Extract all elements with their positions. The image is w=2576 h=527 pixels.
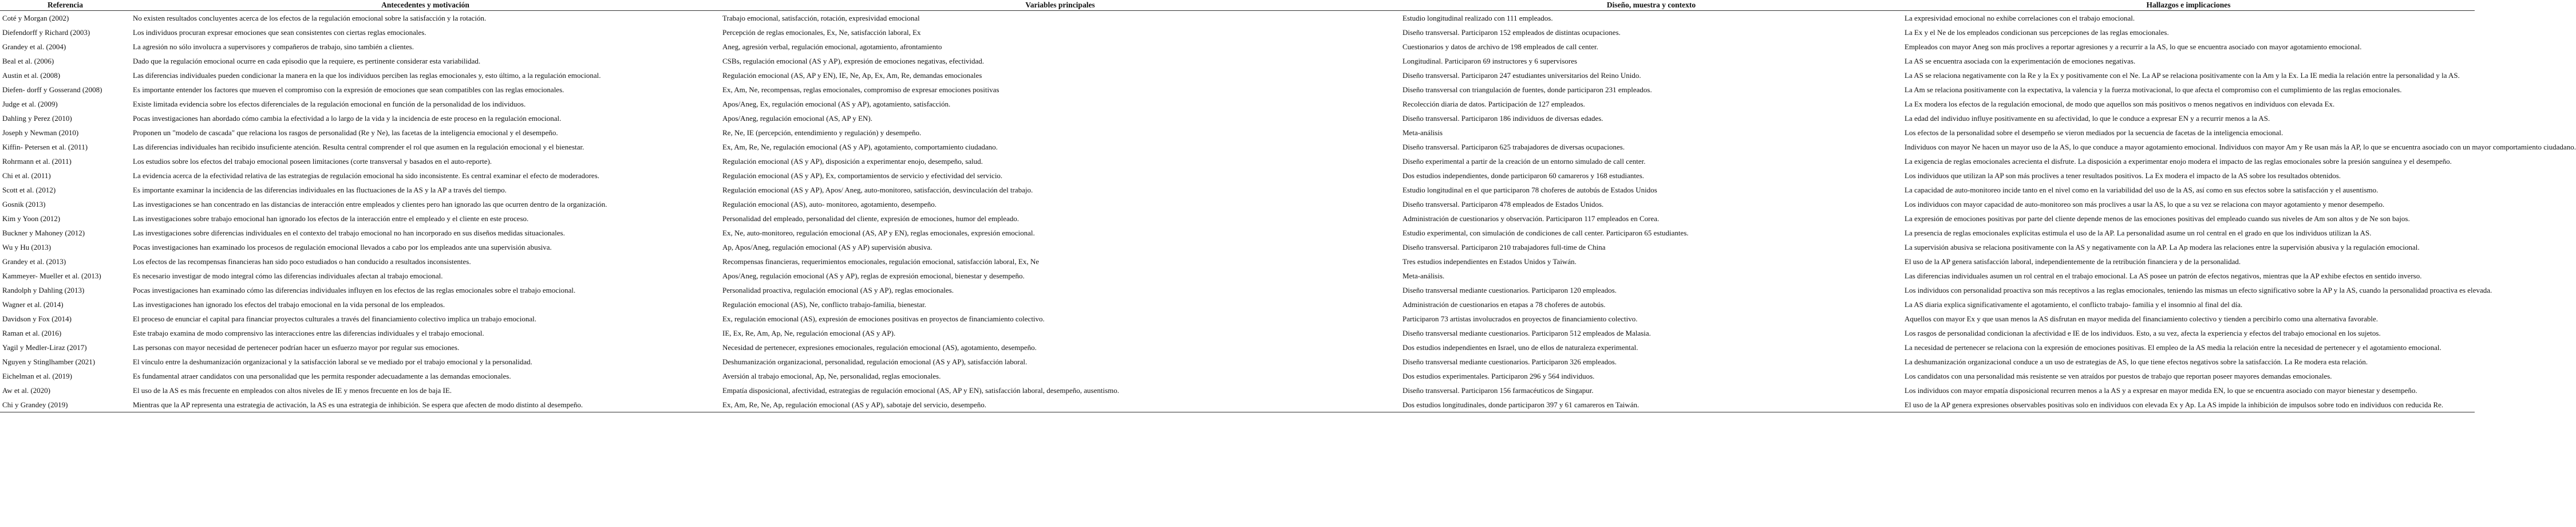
cell-diseno: Diseño transversal. Participaron 478 empleados de Estados Unidos. xyxy=(1402,200,1604,209)
cell-referencia: Kiffin- Petersen et al. (2011) xyxy=(2,143,88,151)
table-row xyxy=(0,240,2475,254)
table-row xyxy=(0,383,2475,398)
cell-referencia: Davidson y Fox (2014) xyxy=(2,314,72,323)
table-row xyxy=(0,269,2475,283)
cell-diseno: Dos estudios experimentales. Participaron 296 y 564 individuos. xyxy=(1402,372,1595,380)
cell-variables: Apos/Aneg, Ex, regulación emocional (AS y AP), agotamiento, satisfacción. xyxy=(722,100,951,108)
table-body xyxy=(0,11,2576,412)
cell-variables: Deshumanización organizacional, personalidad, regulación emocional (AS y AP), satisfacción laboral. xyxy=(722,357,1028,366)
cell-diseno: Diseño transversal. Participaron 247 estudiantes universitarios del Reino Unido. xyxy=(1402,71,1641,80)
cell-variables: Aversión al trabajo emocional, Ap, Ne, personalidad, reglas emocionales. xyxy=(722,372,941,380)
cell-hallazgos: La edad del individuo influye positivamente en su afectividad, lo que le conduce a expresar EN y a recurrir menos a la AS. xyxy=(1905,114,2270,123)
cell-variables: Apos/Aneg, regulación emocional (AS y AP), reglas de expresión emocional, bienestar y desempeño. xyxy=(722,272,1025,280)
cell-antecedentes: Las diferencias individuales han recibido insuficiente atención. Resulta central comprender el rol que asumen en la regulación emocional y el bienestar. xyxy=(133,143,584,151)
cell-hallazgos: La AS diaria explica significativamente el agotamiento, el conflicto trabajo- familia y el insomnio al final del día. xyxy=(1905,300,2243,309)
table-row xyxy=(0,312,2475,326)
cell-hallazgos: La supervisión abusiva se relaciona positivamente con la AS y negativamente con la AP. La Ap modera las relaciones entre la supervisión abusiva y la regulación emocional. xyxy=(1905,243,2420,251)
cell-antecedentes: El uso de la AS es más frecuente en empleados con altos niveles de IE y menos frecuente en los de baja IE. xyxy=(133,386,452,395)
cell-hallazgos: La expresión de emociones positivas por parte del cliente depende menos de las emociones positivas del empleado cuando sus niveles de Am son altos y de Ne son bajos. xyxy=(1905,214,2410,223)
cell-referencia: Randolph y Dahling (2013) xyxy=(2,286,85,294)
cell-diseno: Diseño transversal. Participaron 156 farmacéuticos de Singapur. xyxy=(1402,386,1594,395)
cell-antecedentes: Las investigaciones sobre diferencias individuales en el contexto del trabajo emocional no han incorporado en sus diseños medidas situacionales. xyxy=(133,229,565,237)
cell-antecedentes: Los estudios sobre los efectos del trabajo emocional poseen limitaciones (corte transversal y basados en el auto-reporte). xyxy=(133,157,492,166)
header-referencia: Referencia xyxy=(0,0,131,11)
cell-antecedentes: Las investigaciones se han concentrado en las distancias de interacción entre empleados y clientes pero han ignorado las que ocurren dentro de la organización. xyxy=(133,200,607,209)
cell-variables: Ex, Am, Re, Ne, regulación emocional (AS y AP), agotamiento, comportamiento ciudadano. xyxy=(722,143,998,151)
table-row xyxy=(0,211,2475,226)
table-row xyxy=(0,125,2475,140)
cell-diseno: Diseño transversal. Participaron 625 trabajadores de diversas ocupaciones. xyxy=(1402,143,1625,151)
cell-hallazgos: Los candidatos con una personalidad más resistente se ven atraídos por puestos de trabajo que reportan poseer mayores demandas emocionales. xyxy=(1905,372,2332,380)
cell-variables: Re, Ne, IE (percepción, entendimiento y regulación) y desempeño. xyxy=(722,128,922,137)
cell-antecedentes: La evidencia acerca de la efectividad relativa de las estrategias de regulación emocional ha sido inconsistente. Es central examinar el efecto de moderadores. xyxy=(133,171,600,180)
cell-diseno: Diseño transversal. Participaron 186 individuos de diversas edades. xyxy=(1402,114,1603,123)
header-antecedentes: Antecedentes y motivación xyxy=(131,0,720,11)
cell-referencia: Eichelman et al. (2019) xyxy=(2,372,73,380)
cell-diseno: Diseño transversal con triangulación de fuentes, donde participaron 231 empleados. xyxy=(1402,85,1652,94)
cell-referencia: Rohrmann et al. (2011) xyxy=(2,157,72,166)
cell-hallazgos: El uso de la AP genera satisfacción laboral, independientemente de la retribución financiera y de la personalidad. xyxy=(1905,257,2241,266)
cell-hallazgos: Los rasgos de personalidad condicionan la afectividad e IE de los individuos. Esto, a su vez, afecta la experiencia y efectos del trabajo emocional en los sujetos. xyxy=(1905,329,2381,337)
header-hallazgos: Hallazgos e implicaciones xyxy=(1902,0,2475,11)
cell-referencia: Beal et al. (2006) xyxy=(2,57,54,65)
cell-antecedentes: La agresión no sólo involucra a supervisores y compañeros de trabajo, sino también a clientes. xyxy=(133,42,414,51)
cell-antecedentes: Los efectos de las recompensas financieras han sido poco estudiados o han conducido a resultados inconsistentes. xyxy=(133,257,471,266)
cell-hallazgos: La AS se encuentra asociada con la experimentación de emociones negativas. xyxy=(1905,57,2136,65)
cell-hallazgos: La presencia de reglas emocionales explícitas estimula el uso de la AP. La personalidad asume un rol central en el grado en que los individuos utilizan la AS. xyxy=(1905,229,2372,237)
cell-variables: Ex, Am, Ne, recompensas, reglas emocionales, compromiso de expresar emociones positivas xyxy=(722,85,999,94)
cell-referencia: Coté y Morgan (2002) xyxy=(2,14,69,22)
cell-variables: Aneg, agresión verbal, regulación emocional, agotamiento, afrontamiento xyxy=(722,42,942,51)
cell-diseno: Estudio longitudinal realizado con 111 empleados. xyxy=(1402,14,1553,22)
cell-hallazgos: La Ex y el Ne de los empleados condicionan sus percepciones de las reglas emocionales. xyxy=(1905,28,2169,37)
cell-diseno: Tres estudios independientes en Estados Unidos y Taiwán. xyxy=(1402,257,1577,266)
cell-referencia: Yagil y Medler-Liraz (2017) xyxy=(2,343,87,352)
cell-diseno: Dos estudios independientes en Israel, uno de ellos de naturaleza experimental. xyxy=(1402,343,1638,352)
cell-antecedentes: Las investigaciones han ignorado los efectos del trabajo emocional en la vida personal de los empleados. xyxy=(133,300,445,309)
cell-antecedentes: Los individuos procuran expresar emociones que sean consistentes con ciertas reglas emocionales. xyxy=(133,28,426,37)
cell-referencia: Grandey et al. (2004) xyxy=(2,42,66,51)
cell-hallazgos: Los efectos de la personalidad sobre el desempeño se vieron mediados por la secuencia de facetas de la inteligencia emocional. xyxy=(1905,128,2283,137)
cell-antecedentes: Es necesario investigar de modo integral cómo las diferencias individuales afectan al trabajo emocional. xyxy=(133,272,443,280)
cell-antecedentes: Es importante examinar la incidencia de las diferencias individuales en las fluctuaciones de la AS y la AP a través del tiempo. xyxy=(133,186,507,194)
cell-hallazgos: Los individuos con mayor empatía disposicional recurren menos a la AS y a expresar en mayor medida EN, lo que se encuentra asociado con mayor bienestar y desempeño. xyxy=(1905,386,2417,395)
cell-hallazgos: El uso de la AP genera expresiones observables positivas solo en individuos con elevada Ex y Ap. La AS impide la inhibición de impulsos sobre todo en individuos con reducida Re. xyxy=(1902,398,2475,412)
table-row xyxy=(0,40,2475,54)
cell-antecedentes: Es importante entender los factores que mueven el compromiso con la expresión de emociones que sean compatibles con las reglas emocionales. xyxy=(133,85,564,94)
table-row xyxy=(0,283,2475,297)
cell-hallazgos: La exigencia de reglas emocionales acrecienta el disfrute. La disposición a experimentar enojo modera el impacto de las reglas emocionales sobre la presión sanguínea y el desempeño. xyxy=(1905,157,2452,166)
cell-antecedentes: Las personas con mayor necesidad de pertenecer podrían hacer un esfuerzo mayor por regular sus emociones. xyxy=(133,343,460,352)
cell-diseno: Dos estudios longitudinales, donde participaron 397 y 61 camareros en Taiwán. xyxy=(1400,398,1902,412)
header-variables: Variables principales xyxy=(720,0,1400,11)
cell-referencia: Raman et al. (2016) xyxy=(2,329,62,337)
table-row xyxy=(0,97,2475,111)
cell-hallazgos: Los individuos con mayor capacidad de auto-monitoreo son más proclives a usar la AS, lo que a su vez se relaciona con mayor agotamiento y menor desempeño. xyxy=(1905,200,2385,209)
cell-diseno: Recolección diaria de datos. Participación de 127 empleados. xyxy=(1402,100,1585,108)
cell-variables: Ex, Ne, auto-monitoreo, regulación emocional (AS, AP y EN), reglas emocionales, expresión emocional. xyxy=(722,229,1035,237)
header-row xyxy=(0,0,2475,11)
cell-antecedentes: Pocas investigaciones han abordado cómo cambia la efectividad a lo largo de la vida y la incidencia de este proceso en la regulación emocional. xyxy=(133,114,562,123)
cell-hallazgos: Aquellos con mayor Ex y que usan menos la AS disfrutan en mayor medida del financiamiento colectivo y tienden a percibirlo como una alternativa favorable. xyxy=(1905,314,2379,323)
cell-antecedentes: Pocas investigaciones han examinado los procesos de regulación emocional llevados a cabo por los empleados ante una supervisión abusiva. xyxy=(133,243,552,251)
cell-variables: Personalidad del empleado, personalidad del cliente, expresión de emociones, humor del empleado. xyxy=(722,214,1020,223)
cell-referencia: Nguyen y Stinglhamber (2021) xyxy=(2,357,96,366)
cell-diseno: Participaron 73 artistas involucrados en proyectos de financiamiento colectivo. xyxy=(1402,314,1638,323)
cell-referencia: Wagner et al. (2014) xyxy=(2,300,64,309)
table-row xyxy=(0,11,2475,26)
table-row xyxy=(0,369,2475,383)
cell-antecedentes: No existen resultados concluyentes acerca de los efectos de la regulación emocional sobre la satisfacción y la rotación. xyxy=(133,14,487,22)
cell-diseno: Diseño transversal mediante cuestionarios. Participaron 326 empleados. xyxy=(1402,357,1617,366)
cell-hallazgos: Empleados con mayor Aneg son más proclives a reportar agresiones y a recurrir a la AS, lo que se encuentra asociado con mayor agotamiento emocional. xyxy=(1905,42,2362,51)
cell-diseno: Diseño transversal. Participaron 152 empleados de distintas ocupaciones. xyxy=(1402,28,1621,37)
table-row xyxy=(0,340,2475,355)
cell-antecedentes: El proceso de enunciar el capital para financiar proyectos culturales a través del financiamiento colectivo implica un trabajo emocional. xyxy=(133,314,536,323)
cell-referencia: Dahling y Perez (2010) xyxy=(2,114,72,123)
cell-variables: Regulación emocional (AS), auto- monitoreo, agotamiento, desempeño. xyxy=(722,200,937,209)
cell-diseno: Diseño transversal mediante cuestionarios. Participaron 120 empleados. xyxy=(1402,286,1617,294)
cell-referencia: Diefen- dorff y Gosserand (2008) xyxy=(2,85,102,94)
cell-antecedentes: Las investigaciones sobre trabajo emocional han ignorado los efectos de la interacción entre el empleado y el cliente en este proceso. xyxy=(133,214,529,223)
cell-referencia: Scott et al. (2012) xyxy=(2,186,56,194)
cell-diseno: Diseño experimental a partir de la creación de un entorno simulado de call center. xyxy=(1402,157,1646,166)
cell-variables: Recompensas financieras, requerimientos emocionales, regulación emocional, satisfacción laboral, Ex, Ne xyxy=(722,257,1040,266)
cell-variables: Personalidad proactiva, regulación emocional (AS y AP), reglas emocionales. xyxy=(722,286,954,294)
cell-referencia: Buckner y Mahoney (2012) xyxy=(2,229,85,237)
cell-diseno: Meta-análisis xyxy=(1402,128,1443,137)
cell-hallazgos: La Am se relaciona positivamente con la expectativa, la valencia y la fuerza motivacional, lo que afecta el compromiso con el cumplimiento de las reglas emocionales. xyxy=(1905,85,2402,94)
table-row xyxy=(0,68,2475,82)
cell-referencia: Wu y Hu (2013) xyxy=(2,243,52,251)
cell-variables: Ap, Apos/Aneg, regulación emocional (AS y AP) supervisión abusiva. xyxy=(722,243,933,251)
cell-hallazgos: La Ex modera los efectos de la regulación emocional, de modo que aquellos son más positivos o menos negativos en individuos con elevada Ex. xyxy=(1905,100,2335,108)
cell-variables: Regulación emocional (AS y AP), Ex, comportamientos de servicio y efectividad del servicio. xyxy=(722,171,1003,180)
table-row xyxy=(0,54,2475,68)
cell-referencia: Kim y Yoon (2012) xyxy=(2,214,61,223)
cell-antecedentes: Proponen un "modelo de cascada" que relaciona los rasgos de personalidad (Re y Ne), las facetas de la inteligencia emocional y el desempeño. xyxy=(133,128,558,137)
cell-referencia: Aw et al. (2020) xyxy=(2,386,51,395)
header-diseno: Diseño, muestra y contexto xyxy=(1400,0,1902,11)
table-row xyxy=(0,355,2475,369)
cell-variables: Regulación emocional (AS), Ne, conflicto trabajo-familia, bienestar. xyxy=(722,300,926,309)
cell-referencia: Diefendorff y Richard (2003) xyxy=(2,28,90,37)
cell-antecedentes: Existe limitada evidencia sobre los efectos diferenciales de la regulación emocional en función de la personalidad de los individuos. xyxy=(133,100,526,108)
table-row xyxy=(0,140,2475,154)
cell-hallazgos: Las diferencias individuales asumen un rol central en el trabajo emocional. La AS posee un patrón de efectos negativos, mientras que la AP exhibe efectos en sentido inverso. xyxy=(1905,272,2422,280)
cell-hallazgos: La expresividad emocional no exhibe correlaciones con el trabajo emocional. xyxy=(1905,14,2135,22)
cell-variables: Regulación emocional (AS y AP), Apos/ Aneg, auto-monitoreo, satisfacción, desvinculación del trabajo. xyxy=(722,186,1033,194)
cell-antecedentes: Este trabajo examina de modo comprensivo las interacciones entre las diferencias individuales y el trabajo emocional. xyxy=(133,329,484,337)
cell-referencia: Kammeyer- Mueller et al. (2013) xyxy=(2,272,101,280)
table-row xyxy=(0,297,2475,312)
cell-antecedentes: Mientras que la AP representa una estrategia de activación, la AS es una estrategia de inhibición. Se espera que afecten de modo distinto al desempeño. xyxy=(131,398,720,412)
cell-diseno: Longitudinal. Participaron 69 instructores y 6 supervisores xyxy=(1402,57,1578,65)
cell-variables: Regulación emocional (AS y AP), disposición a experimentar enojo, desempeño, salud. xyxy=(722,157,983,166)
table-row xyxy=(0,197,2475,211)
table-row xyxy=(0,326,2475,340)
cell-referencia: Joseph y Newman (2010) xyxy=(2,128,79,137)
cell-variables: Ex, regulación emocional (AS), expresión de emociones positivas en proyectos de financiamiento colectivo. xyxy=(722,314,1045,323)
cell-variables: Regulación emocional (AS, AP y EN), IE, Ne, Ap, Ex, Am, Re, demandas emocionales xyxy=(722,71,982,80)
table-row xyxy=(0,254,2475,269)
table-row xyxy=(0,398,2475,412)
cell-diseno: Estudio longitudinal en el que participaron 78 choferes de autobús de Estados Unidos xyxy=(1402,186,1657,194)
cell-variables: Ex, Am, Re, Ne, Ap, regulación emocional (AS y AP), sabotaje del servicio, desempeño. xyxy=(720,398,1400,412)
cell-hallazgos: Los individuos que utilizan la AP son más proclives a tener resultados positivos. La Ex modera el impacto de la AS sobre los resultados obtenidos. xyxy=(1905,171,2341,180)
cell-antecedentes: Pocas investigaciones han examinado cómo las diferencias individuales influyen en los efectos de las reglas emocionales sobre el trabajo emocional. xyxy=(133,286,576,294)
cell-hallazgos: La capacidad de auto-monitoreo incide tanto en el nivel como en la variabilidad del uso de la AS, así como en sus efectos sobre la satisfacción y el ausentismo. xyxy=(1905,186,2379,194)
cell-variables: IE, Ex, Re, Am, Ap, Ne, regulación emocional (AS y AP). xyxy=(722,329,896,337)
cell-hallazgos: La necesidad de pertenecer se relaciona con la expresión de emociones positivas. El empleo de la AS media la relación entre la necesidad de pertenecer y el agotamiento emocional. xyxy=(1905,343,2441,352)
cell-diseno: Diseño transversal. Participaron 210 trabajadores full-time de China xyxy=(1402,243,1606,251)
cell-diseno: Estudio experimental, con simulación de condiciones de call center. Participaron 65 estudiantes. xyxy=(1402,229,1689,237)
cell-antecedentes: Las diferencias individuales pueden condicionar la manera en la que los individuos perciben las reglas emocionales y, esto último, a la regulación emocional. xyxy=(133,71,601,80)
cell-diseno: Administración de cuestionarios y observación. Participaron 117 empleados en Corea. xyxy=(1402,214,1660,223)
cell-diseno: Meta-análisis. xyxy=(1402,272,1445,280)
cell-antecedentes: Dado que la regulación emocional ocurre en cada episodio que la requiere, es pertinente considerar esta variabilidad. xyxy=(133,57,481,65)
cell-referencia: Austin et al. (2008) xyxy=(2,71,61,80)
cell-variables: Necesidad de pertenecer, expresiones emocionales, regulación emocional (AS), agotamiento, desempeño. xyxy=(722,343,1037,352)
cell-antecedentes: Es fundamental atraer candidatos con una personalidad que les permita responder adecuadamente a las demandas emocionales. xyxy=(133,372,511,380)
table-row xyxy=(0,82,2475,97)
table-row xyxy=(0,154,2475,168)
cell-hallazgos: Los individuos con personalidad proactiva son más receptivos a las reglas emocionales, teniendo las mismas un efecto significativo sobre la AP y la AS, cuando la personalidad proactiva es elevada. xyxy=(1905,286,2492,294)
table-row xyxy=(0,183,2475,197)
table-row xyxy=(0,111,2475,125)
cell-referencia: Judge et al. (2009) xyxy=(2,100,58,108)
cell-antecedentes: El vínculo entre la deshumanización organizacional y la satisfacción laboral se ve mediado por el trabajo emocional y la personalidad. xyxy=(133,357,532,366)
cell-diseno: Administración de cuestionarios en etapas a 78 choferes de autobús. xyxy=(1402,300,1606,309)
cell-variables: CSBs, regulación emocional (AS y AP), expresión de emociones negativas, efectividad. xyxy=(722,57,985,65)
cell-variables: Apos/Aneg, regulación emocional (AS, AP y EN). xyxy=(722,114,872,123)
cell-hallazgos: La deshumanización organizacional conduce a un uso de estrategias de AS, lo que tiene efectos negativos sobre la satisfacción. La Re modera esta relación. xyxy=(1905,357,2368,366)
cell-diseno: Cuestionarios y datos de archivo de 198 empleados de call center. xyxy=(1402,42,1598,51)
cell-referencia: Chi et al. (2011) xyxy=(2,171,51,180)
table-row xyxy=(0,226,2475,240)
cell-variables: Percepción de reglas emocionales, Ex, Ne, satisfacción laboral, Ex xyxy=(722,28,921,37)
cell-diseno: Diseño transversal mediante cuestionarios. Participaron 512 empleados de Malasia. xyxy=(1402,329,1651,337)
cell-variables: Trabajo emocional, satisfacción, rotación, expresividad emocional xyxy=(722,14,920,22)
cell-hallazgos: La AS se relaciona negativamente con la Re y la Ex y positivamente con el Ne. La AP se relaciona positivamente con la Am y la Ex. La IE media la relación entre la personalidad y la AS. xyxy=(1905,71,2460,80)
table-row xyxy=(0,25,2475,40)
table-row xyxy=(0,168,2475,183)
cell-referencia: Chi y Grandey (2019) xyxy=(0,398,131,412)
cell-referencia: Gosnik (2013) xyxy=(2,200,46,209)
cell-variables: Empatía disposicional, afectividad, estrategias de regulación emocional (AS, AP y EN), satisfacción laboral, desempeño, ausentismo. xyxy=(722,386,1120,395)
cell-diseno: Dos estudios independientes, donde participaron 60 camareros y 168 estudiantes. xyxy=(1402,171,1645,180)
cell-hallazgos: Individuos con mayor Ne hacen un mayor uso de la AS, lo que conduce a mayor agotamiento emocional. Individuos con mayor Am y Re usan más la AP, lo que se encuentra asociado con un mayor comportamiento ciudadano. xyxy=(1905,143,2576,151)
cell-referencia: Grandey et al. (2013) xyxy=(2,257,66,266)
